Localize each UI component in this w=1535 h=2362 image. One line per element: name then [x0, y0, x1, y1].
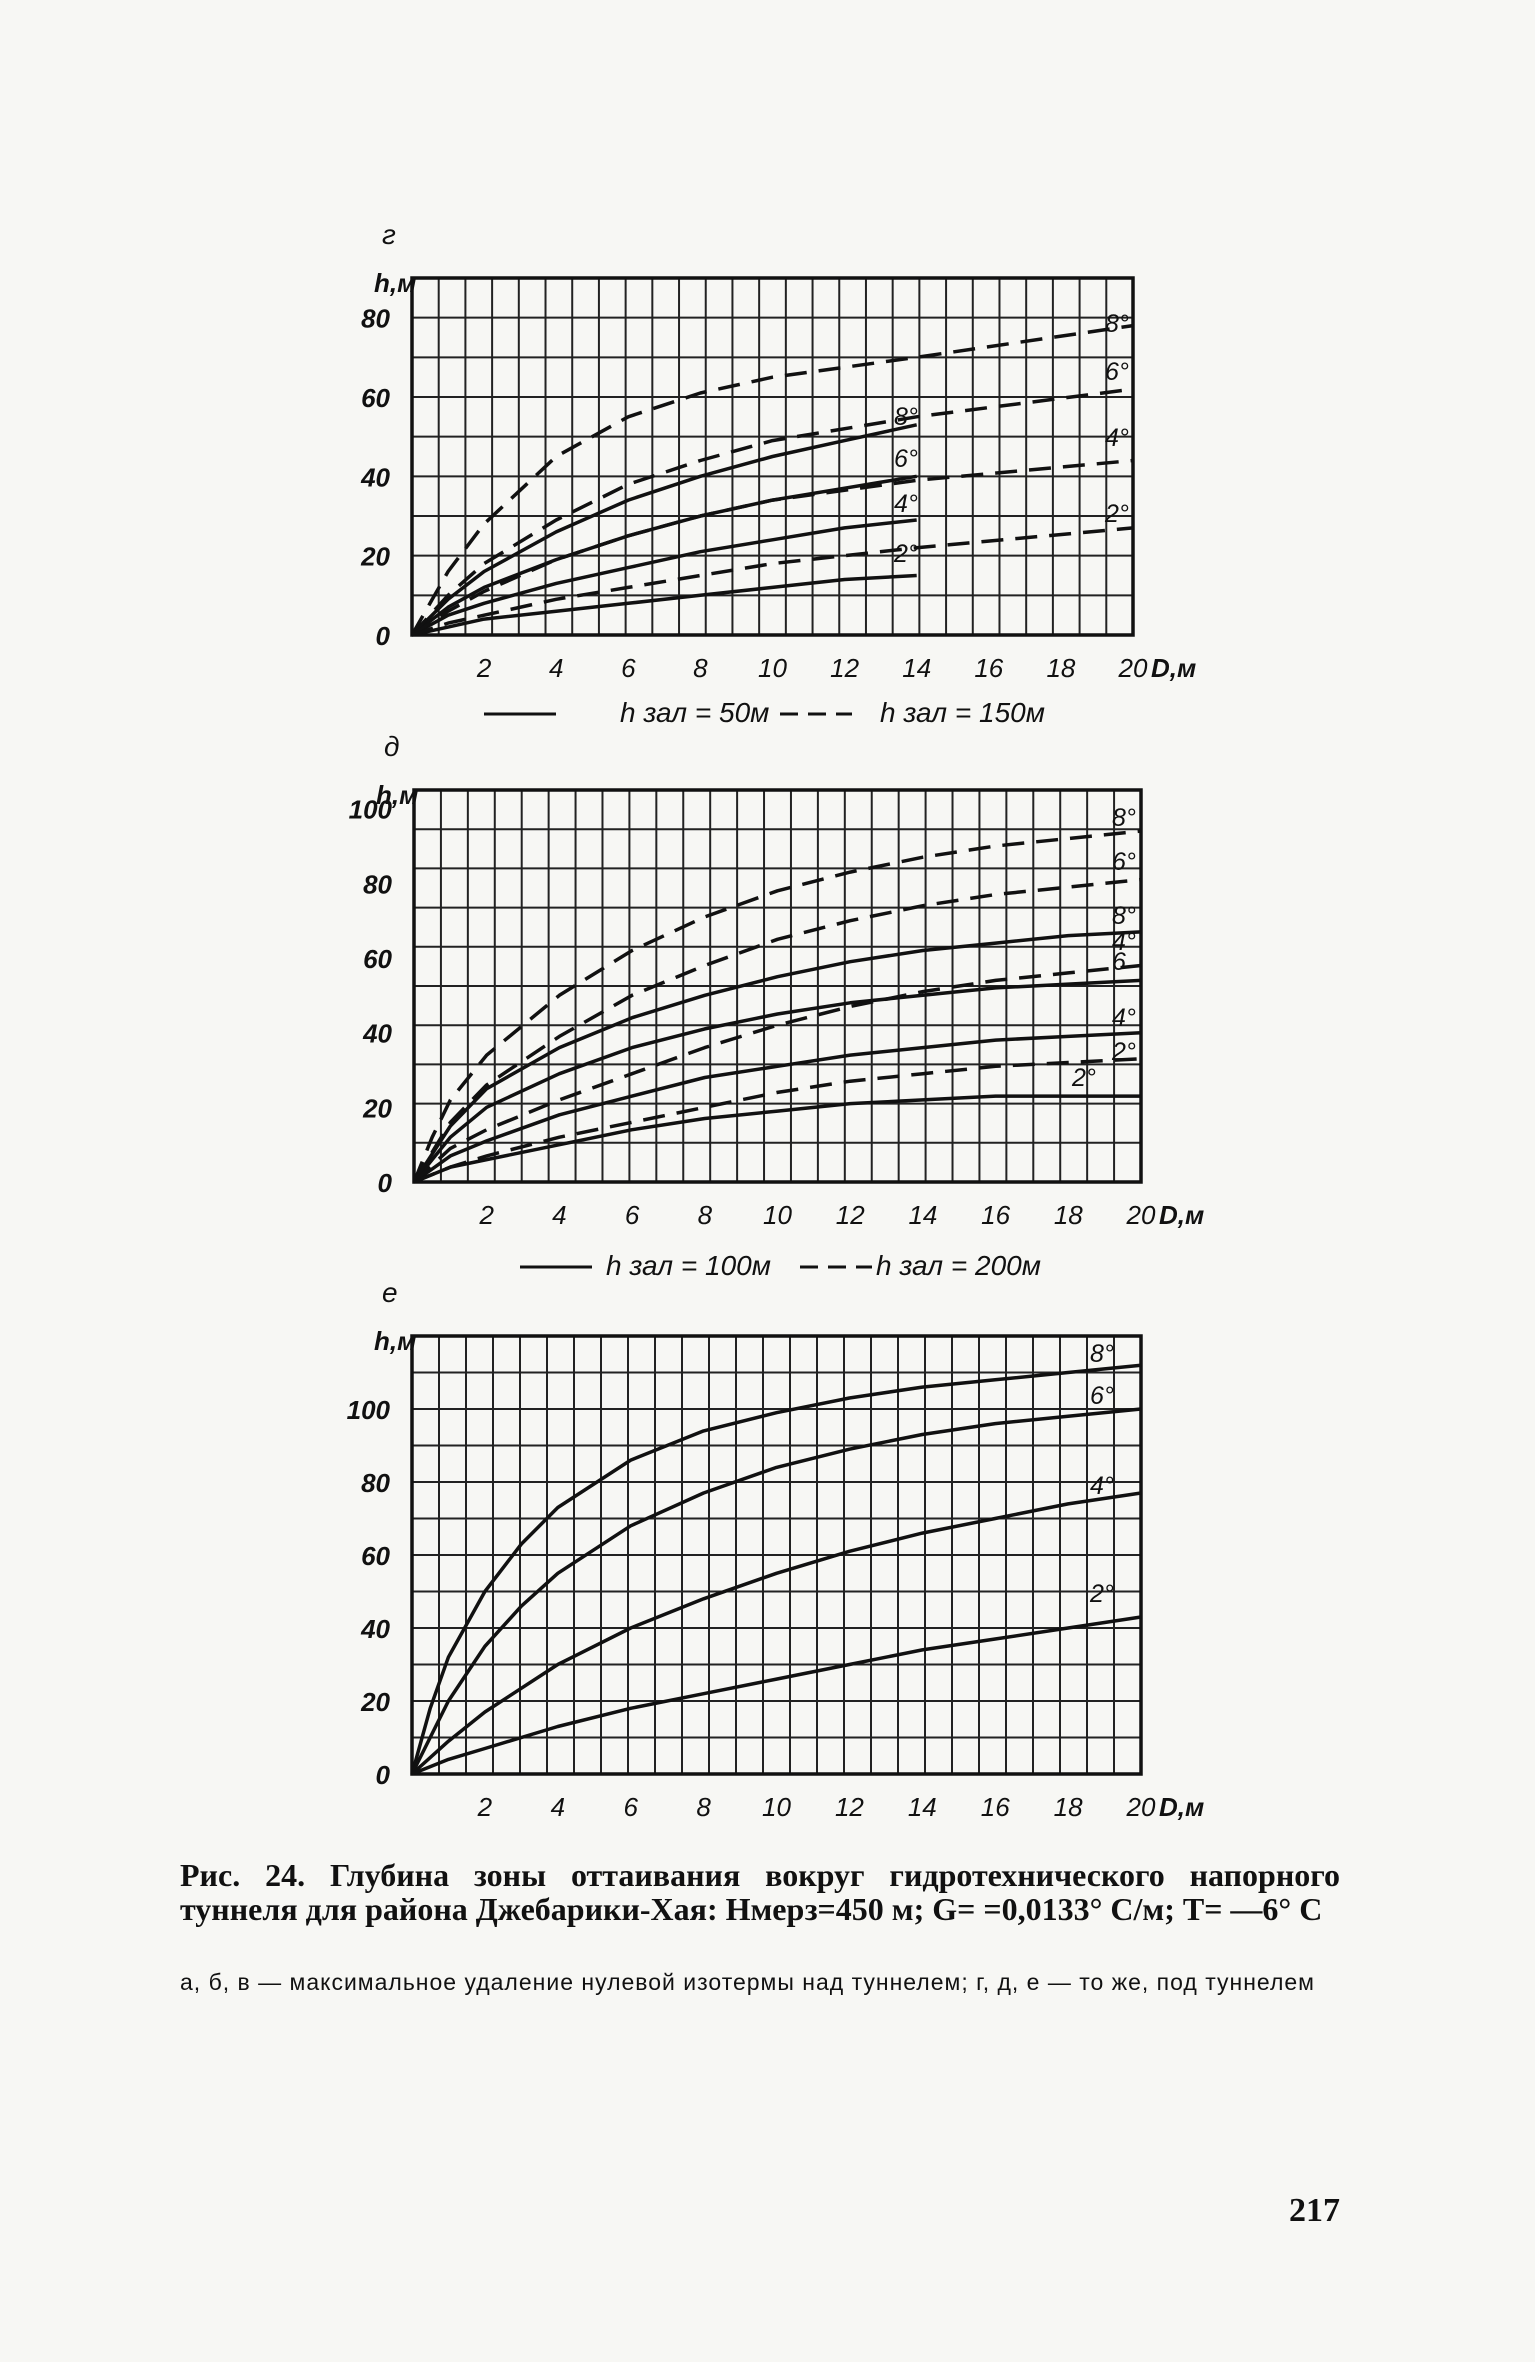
x-tick-label: 14 [907, 1792, 937, 1822]
series-label: 4° [894, 490, 918, 518]
y-tick-label: 0 [375, 1760, 390, 1790]
x-tick-label: 20 [1118, 653, 1148, 683]
x-tick-label: 18 [1053, 1792, 1083, 1822]
x-tick-label: 10 [762, 1792, 791, 1822]
chart-d [349, 731, 1205, 1281]
x-tick-label: 12 [830, 653, 860, 683]
x-tick-label: 8 [693, 653, 708, 683]
x-tick-label: 2 [479, 1200, 494, 1230]
series-label: 8° [1090, 1340, 1114, 1368]
series-dashed-5 [414, 880, 1141, 1182]
series-label: 8° [894, 403, 918, 431]
y-axis-label: h,м [376, 780, 419, 810]
x-tick-label: 4 [550, 1792, 566, 1822]
y-tick-label: 0 [377, 1168, 392, 1198]
y-tick-label: 20 [361, 1687, 390, 1717]
series-dashed-7 [414, 1059, 1141, 1182]
series-label: 4° [1105, 424, 1129, 452]
y-tick-label: 60 [363, 944, 392, 974]
legend-label: h зал = 100м [606, 1250, 771, 1281]
series-label: 6° [1112, 848, 1136, 876]
series-label: 2° [1072, 1064, 1096, 1092]
y-tick-label: 100 [346, 1395, 390, 1425]
y-tick-label: 80 [363, 869, 392, 900]
x-tick-label: 8 [696, 1792, 711, 1822]
series-label: 6° [1105, 358, 1129, 386]
x-axis-label: D,м [1159, 1200, 1205, 1230]
x-tick-label: 6 [624, 1200, 640, 1230]
y-tick-label: 20 [363, 1093, 392, 1124]
x-tick-label: 4 [548, 653, 564, 683]
legend-label: h зал = 150м [880, 697, 1045, 728]
series-label: 6° [1090, 1382, 1114, 1410]
series-dashed-5 [412, 389, 1133, 635]
y-tick-label: 0 [375, 621, 390, 651]
figure-caption: Рис. 24. Глубина зоны оттаивания вокруг гидротехнического напорного туннеля для района Джебарики-Хая: Hмерз=450 м; G= =0,0133° С/м; T= —6° C [180, 1857, 1340, 1927]
panel-letter: д [384, 731, 400, 762]
series-label: 2° [1105, 500, 1129, 528]
x-tick-label: 4 [552, 1200, 567, 1230]
x-tick-label: 18 [1046, 653, 1076, 683]
series-label: 2° [1112, 1038, 1136, 1066]
panel-letter: е [382, 1277, 398, 1308]
x-axis-label: D,м [1151, 653, 1197, 683]
x-tick-label: 6 [623, 1792, 638, 1822]
series-label: 2° [1090, 1580, 1114, 1608]
series-dashed-6 [414, 966, 1141, 1183]
y-tick-label: 80 [361, 1468, 390, 1498]
series-label: 8° [1105, 310, 1129, 338]
series-label: 2° [894, 540, 918, 568]
x-tick-label: 16 [974, 653, 1004, 683]
y-axis-label: h,м [374, 268, 417, 298]
chart-e [347, 1277, 1205, 1822]
y-tick-label: 80 [361, 303, 390, 334]
series-label: 6 [1112, 948, 1126, 976]
chart-g [360, 219, 1196, 728]
x-tick-label: 16 [980, 1792, 1010, 1822]
y-tick-label: 20 [361, 541, 390, 572]
series-label: 4° [1112, 1004, 1136, 1032]
x-tick-label: 10 [763, 1200, 792, 1230]
series-label: 4° [1090, 1472, 1114, 1500]
x-tick-label: 14 [902, 653, 932, 683]
legend-label: h зал = 50м [620, 697, 770, 728]
x-axis-label: D,м [1159, 1792, 1205, 1822]
figure-note: а, б, в — максимальное удаление нулевой изотермы над туннелем; г, д, е — то же, под туннелем [180, 1969, 1315, 1995]
x-tick-label: 20 [1126, 1200, 1156, 1230]
series-solid-0 [412, 1365, 1141, 1774]
series-solid-3 [414, 1096, 1141, 1182]
series-label: 8° [1112, 804, 1136, 832]
legend-label: h зал = 200м [876, 1250, 1041, 1281]
page-number: 217 [1289, 2192, 1340, 2229]
x-tick-label: 14 [908, 1200, 938, 1230]
series-label: 4° [1112, 928, 1136, 956]
series-solid-2 [414, 1033, 1141, 1182]
x-tick-label: 6 [621, 653, 636, 683]
x-tick-label: 12 [834, 1792, 864, 1822]
series-solid-0 [414, 932, 1141, 1182]
y-tick-label: 60 [361, 383, 390, 413]
y-tick-label: 40 [361, 1614, 390, 1644]
y-tick-label: 60 [361, 1541, 390, 1571]
x-tick-label: 8 [697, 1200, 713, 1230]
x-tick-label: 16 [981, 1200, 1011, 1230]
x-tick-label: 10 [758, 653, 787, 683]
y-tick-label: 40 [361, 462, 390, 493]
x-tick-label: 12 [835, 1200, 865, 1230]
x-tick-label: 18 [1053, 1200, 1083, 1230]
x-tick-label: 2 [477, 1792, 493, 1822]
x-tick-label: 20 [1126, 1792, 1156, 1822]
y-axis-label: h,м [374, 1326, 417, 1356]
panel-letter: г [382, 219, 396, 250]
x-tick-label: 2 [476, 653, 492, 683]
series-solid-3 [412, 1617, 1141, 1774]
series-label: 6° [894, 445, 918, 473]
y-tick-label: 40 [363, 1018, 392, 1049]
y-tick-label: 100 [348, 794, 392, 825]
series-dashed-7 [412, 528, 1133, 635]
series-label: 8° [1112, 902, 1136, 930]
